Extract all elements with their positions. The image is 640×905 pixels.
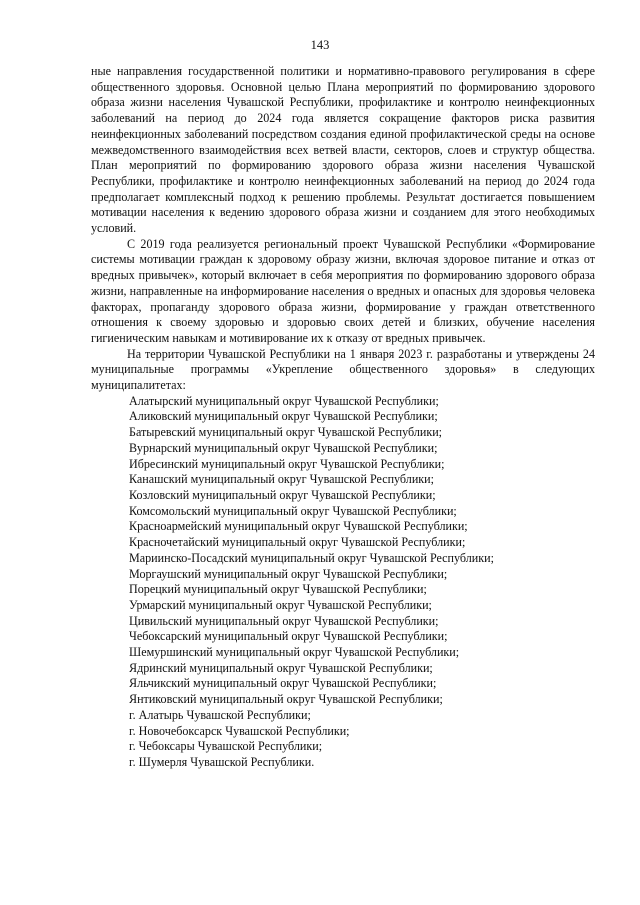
list-item: Батыревский муниципальный округ Чувашской Республики;: [129, 425, 443, 440]
list-item: Козловский муниципальный округ Чувашской Республики;: [129, 487, 436, 502]
paragraph: ные направления государственной политики и нормативно-правового регулирования в сфере общественного здоровья. Основной целью Плана мероприятий по формированию здорового образа жизни населения Чувашской Республики, профилактике и контролю неинфекционных заболеваний на период до 2024 года является сокращение факторов риска развития неинфекционных заболеваний посредством создания единой профилактической среды на основе межведомственного взаимодействия всех ветвей власти, секторов, слоев и структур общества. План мероприятий по формированию здорового образа жизни населения Чувашской Республики, профилактике и контролю неинфекционных заболеваний на период до 2024 года предполагает комплексный подход к решению проблемы. Результат достигается повышением мотивации населения к ведению здорового образа жизни и созданием для этого необходимых условий.: [91, 64, 595, 236]
list-item: Ибресинский муниципальный округ Чувашской Республики;: [129, 456, 445, 471]
page-number: 143: [310, 38, 330, 52]
list-item: Чебоксарский муниципальный округ Чувашской Республики;: [129, 629, 448, 644]
list-item: Аликовский муниципальный округ Чувашской Республики;: [129, 409, 438, 424]
list-item: Ядринский муниципальный округ Чувашской Республики;: [129, 660, 433, 675]
list-item: Порецкий муниципальный округ Чувашской Республики;: [129, 582, 427, 597]
paragraph: С 2019 года реализуется региональный проект Чувашской Республики «Формирование системы мотивации граждан к здоровому образу жизни, включая здоровое питание и отказ от вредных привычек», который включает в себя мероприятия по формированию здорового образа жизни, направленные на информирование населения о вредных и опасных для здоровья человека факторах, пропаганду здорового образа жизни, формирование у граждан ответственного отношения к своему здоровью и здоровью своих детей и близких, обучение населения гигиеническим навыкам и мотивирование их к отказу от вредных привычек.: [91, 236, 595, 345]
list-item: г. Чебоксары Чувашской Республики;: [129, 739, 323, 754]
list-item: Канашский муниципальный округ Чувашской Республики;: [129, 472, 434, 487]
list-item: Янтиковский муниципальный округ Чувашской Республики;: [129, 692, 443, 707]
list-item: Красночетайский муниципальный округ Чувашской Республики;: [129, 535, 466, 550]
list-item: Красноармейский муниципальный округ Чувашской Республики;: [129, 519, 468, 534]
list-item: Цивильский муниципальный округ Чувашской Республики;: [129, 613, 439, 628]
municipality-list: [91, 394, 595, 771]
list-item: Комсомольский муниципальный округ Чувашской Республики;: [129, 503, 457, 518]
list-item: г. Алатырь Чувашской Республики;: [129, 707, 311, 722]
list-item: Урмарский муниципальный округ Чувашской Республики;: [129, 597, 432, 612]
list-item: г. Шумерля Чувашской Республики.: [129, 754, 315, 769]
list-item: Алатырский муниципальный округ Чувашской Республики;: [129, 393, 439, 408]
list-item: Вурнарский муниципальный округ Чувашской Республики;: [129, 440, 438, 455]
document-body: [91, 64, 595, 771]
list-item: Мариинско-Посадский муниципальный округ Чувашской Республики;: [129, 550, 494, 565]
list-item: Шемуршинский муниципальный округ Чувашской Республики;: [129, 645, 460, 660]
paragraph: На территории Чувашской Республики на 1 января 2023 г. разработаны и утверждены 24 муниципальные программы «Укрепление общественного здоровья» в следующих муниципалитетах:: [91, 346, 595, 393]
list-item: Моргаушский муниципальный округ Чувашской Республики;: [129, 566, 448, 581]
list-item: Яльчикский муниципальный округ Чувашской Республики;: [129, 676, 437, 691]
list-item: г. Новочебоксарск Чувашской Республики;: [129, 723, 350, 738]
